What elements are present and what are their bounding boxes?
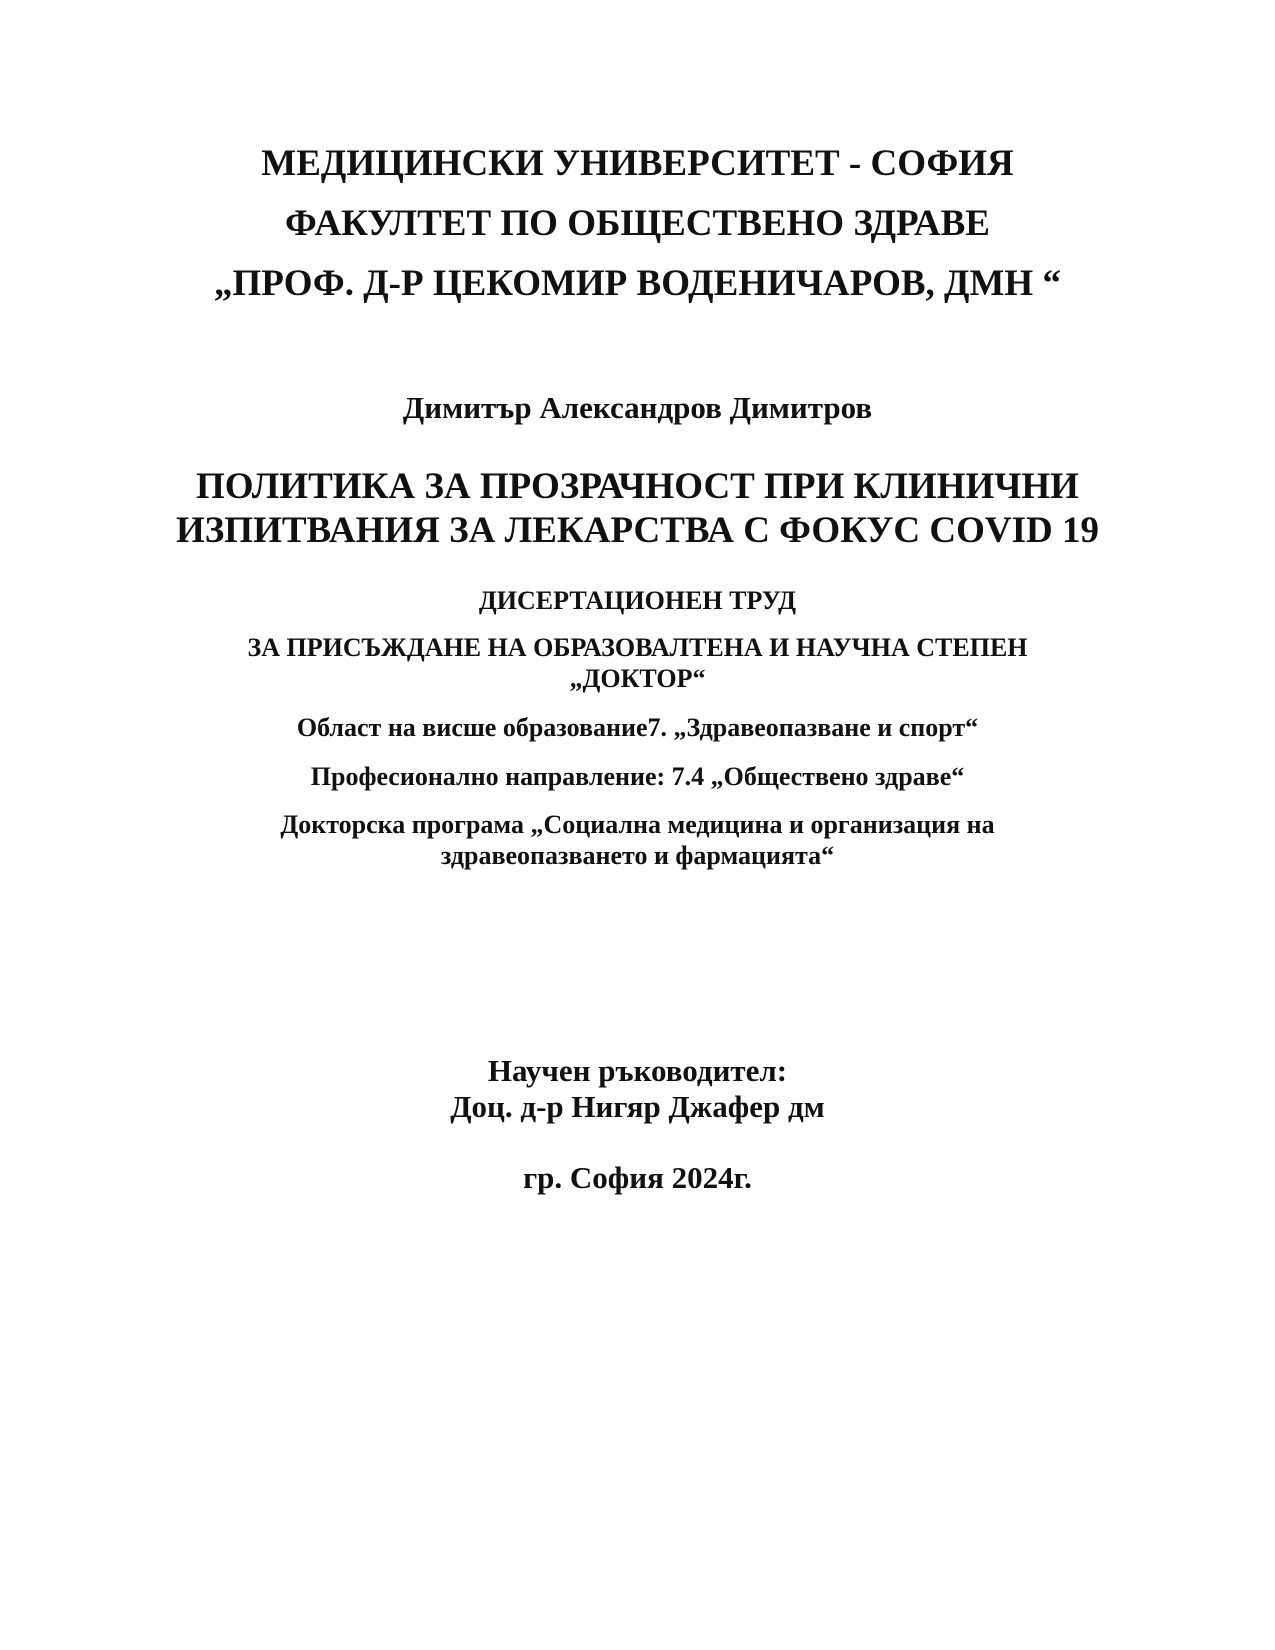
author-name: Димитър Александров Димитров [402, 390, 873, 425]
dissertation-title-line-1: ПОЛИТИКА ЗА ПРОЗРАЧНОСТ ПРИ КЛИНИЧНИ [196, 466, 1079, 507]
supervisor-name: Доц. д-р Нигяр Джафер дм [450, 1089, 825, 1124]
university-name: МЕДИЦИНСКИ УНИВЕРСИТЕТ - СОФИЯ [261, 143, 1014, 184]
education-area: Област на висше образование7. „Здравеопазване и спорт“ [296, 713, 979, 742]
place-and-date: гр. София 2024г. [523, 1160, 752, 1195]
faculty-patron: „ПРОФ. Д-Р ЦЕКОМИР ВОДЕНИЧАРОВ, ДМН “ [214, 263, 1061, 304]
faculty-name: ФАКУЛТЕТ ПО ОБЩЕСТВЕНО ЗДРАВЕ [285, 203, 990, 244]
doctoral-program-line-1: Докторска програма „Социална медицина и организация на [280, 810, 995, 839]
professional-direction: Професионално направление: 7.4 „Обществено здраве“ [310, 762, 965, 791]
dissertation-title-line-2: ИЗПИТВАНИЯ ЗА ЛЕКАРСТВА С ФОКУС COVID 19 [176, 510, 1099, 551]
supervisor-label: Научен ръководител: [487, 1053, 788, 1088]
degree-line-2: „ДОКТОР“ [569, 664, 706, 693]
doctoral-program-line-2: здравеопазването и фармацията“ [440, 841, 835, 870]
thesis-type: ДИСЕРТАЦИОНЕН ТРУД [478, 586, 797, 615]
degree-line-1: ЗА ПРИСЪЖДАНЕ НА ОБРАЗОВАЛТЕНА И НАУЧНА СТЕПЕН [247, 633, 1028, 662]
